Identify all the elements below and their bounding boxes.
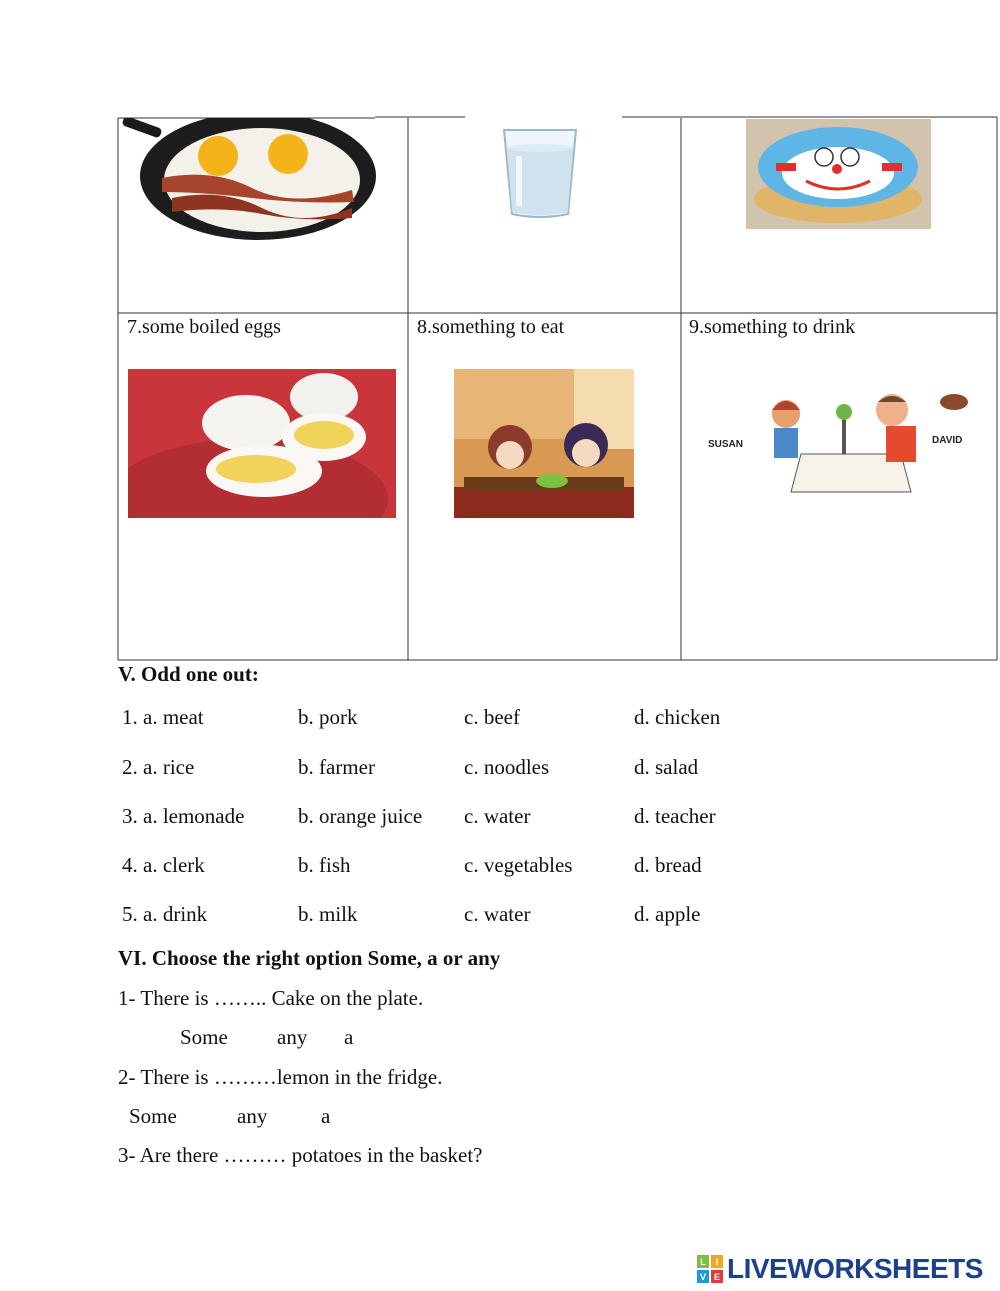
boiled-eggs-image [128,369,396,518]
q2-choice-a[interactable]: a [321,1104,331,1128]
logo-block-e: E [713,1272,721,1282]
cell-label-7: 7.some boiled eggs [127,316,281,338]
section-6-title: VI. Choose the right option Some, a or any [118,946,501,970]
q2-option-d[interactable]: d. salad [634,755,699,779]
couple-at-table-image [706,372,978,500]
susan-name-label: SUSAN [708,439,744,450]
liveworksheets-logo [697,1254,983,1284]
glass-of-water-image [498,126,582,220]
q2-option-c[interactable]: c. noodles [464,755,550,779]
q1-choice-a[interactable]: a [344,1025,354,1049]
section-5-title: V. Odd one out: [118,662,259,686]
q5-option-a[interactable]: 5. a. drink [122,902,208,926]
q2-option-b[interactable]: b. farmer [298,755,375,779]
q4-option-c[interactable]: c. vegetables [464,853,573,877]
q1-choice-any[interactable]: any [277,1025,308,1049]
logo-blocks-icon [697,1255,723,1283]
q3-option-b[interactable]: b. orange juice [298,804,423,828]
fried-eggs-bacon-image [122,118,378,242]
q3-option-a[interactable]: 3. a. lemonade [122,804,245,828]
q1-option-b[interactable]: b. pork [298,705,358,729]
q3-option-d[interactable]: d. teacher [634,804,716,828]
cell-label-8: 8.something to eat [417,316,565,338]
q1-option-c[interactable]: c. beef [464,705,520,729]
q4-option-d[interactable]: d. bread [634,853,702,877]
logo-block-i: I [715,1257,719,1267]
q1-option-a[interactable]: 1. a. meat [122,705,204,729]
q2-choice-any[interactable]: any [237,1104,268,1128]
q4-option-a[interactable]: 4. a. clerk [122,853,205,877]
doraemon-cake-image [746,119,931,229]
q5-option-c[interactable]: c. water [464,902,531,926]
brand-name: LIVEWORKSHEETS [727,1253,983,1284]
q1-choice-some[interactable]: Some [180,1025,228,1049]
question-2-text: 2- There is ………lemon in the fridge. [118,1065,443,1089]
logo-block-v: V [699,1272,707,1282]
q5-option-d[interactable]: d. apple [634,902,701,926]
q1-option-d[interactable]: d. chicken [634,705,721,729]
dolls-eating-image [454,369,634,518]
david-name-label: DAVID [932,435,963,446]
question-3-text: 3- Are there ……… potatoes in the basket? [118,1143,483,1167]
q3-option-c[interactable]: c. water [464,804,531,828]
q2-choice-some[interactable]: Some [129,1104,177,1128]
q2-option-a[interactable]: 2. a. rice [122,755,195,779]
q5-option-b[interactable]: b. milk [298,902,358,926]
q4-option-b[interactable]: b. fish [298,853,351,877]
cell-label-9: 9.something to drink [689,316,856,338]
logo-block-l: L [700,1257,706,1267]
question-1-text: 1- There is …….. Cake on the plate. [118,986,424,1010]
